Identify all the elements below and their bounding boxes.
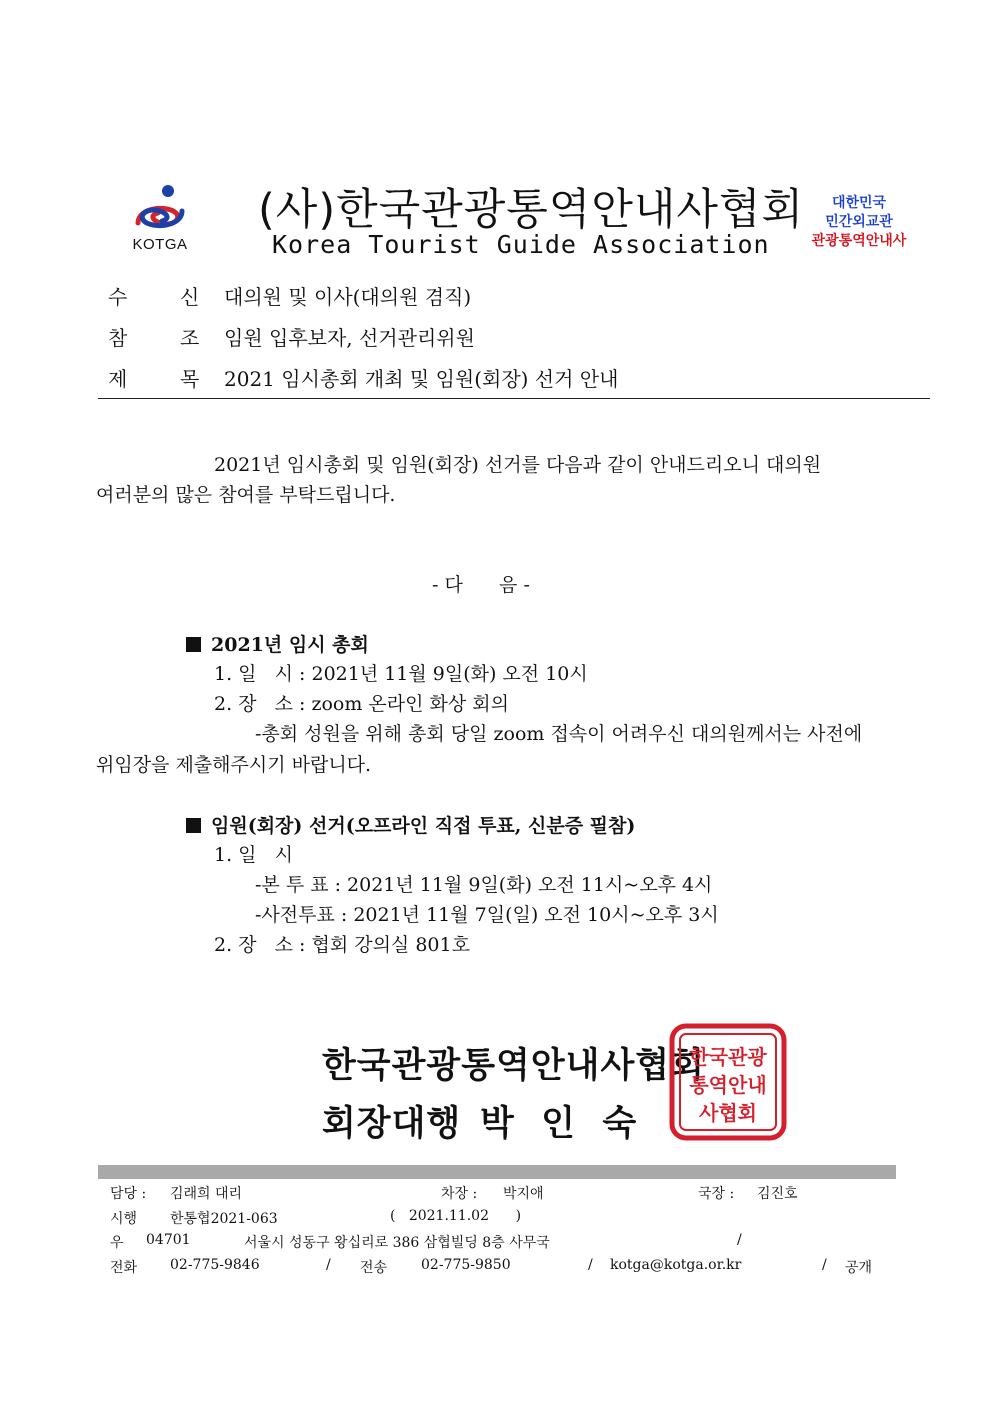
section-1-note-line-1: -총회 성원을 위해 총회 당일 zoom 접속이 어려우신 대의원께서는 사전에 xyxy=(255,723,863,745)
org-subtitle: Korea Tourist Guide Association xyxy=(272,230,770,259)
section-2-sub-1: -본 투 표 : 2021년 11월 9일(화) 오전 11시~오후 4시 xyxy=(255,874,713,896)
section-2-item-2: 2. 장 소 : 협회 강의실 801호 xyxy=(214,934,470,956)
slogan-line-1: 대한민국 xyxy=(831,195,887,211)
email-slash: / xyxy=(822,1257,827,1273)
exec-label: 시행 xyxy=(110,1211,138,1227)
fax-number: 02-775-9850 xyxy=(421,1257,511,1273)
recipient-row xyxy=(108,281,471,311)
square-bullet-icon xyxy=(186,637,201,652)
tel-label: 전화 xyxy=(110,1260,138,1276)
address-slash: / xyxy=(737,1232,742,1248)
manager-label: 담당 : xyxy=(110,1186,147,1202)
section-1-note-line-2: 위임장을 제출해주시기 바랍니다. xyxy=(96,754,372,776)
reference-value: 임원 입후보자, 선거관리위원 xyxy=(224,326,475,350)
section-2-heading xyxy=(186,811,635,838)
org-title: (사)한국관광통역안내사협회 xyxy=(258,185,805,235)
signature-name: 박 인 숙 xyxy=(480,1104,638,1144)
recipient-value: 대의원 및 이사(대의원 겸직) xyxy=(224,285,472,309)
header-rule xyxy=(98,398,930,399)
slogan-line-2: 민간외교관 xyxy=(825,214,893,230)
email-link[interactable]: kotga@kotga.or.kr xyxy=(610,1257,742,1273)
signature-org: 한국관광통역안내사협회 xyxy=(322,1046,705,1086)
slogan-line-3: 관광통역안내사 xyxy=(811,233,907,249)
reference-key-2: 조 xyxy=(180,326,200,350)
logo-text: KOTGA xyxy=(132,236,188,253)
section-1-item-1: 1. 일 시 : 2021년 11월 9일(화) 오전 10시 xyxy=(214,663,588,685)
tel-slash: / xyxy=(326,1257,331,1273)
recipient-key-2: 신 xyxy=(180,285,200,309)
deputy-name: 박지애 xyxy=(503,1186,544,1202)
seal-text-1: 한국관광 xyxy=(689,1045,767,1069)
signature-role: 회장대행 xyxy=(322,1104,462,1144)
fax-slash: / xyxy=(588,1257,593,1273)
subject-key-1: 제 xyxy=(108,367,128,391)
intro-line-2: 여러분의 많은 참여를 부탁드립니다. xyxy=(96,484,396,506)
subject-key-2: 목 xyxy=(180,367,200,391)
section-1-title: 2021년 임시 총회 xyxy=(211,634,369,656)
subject-row xyxy=(108,363,618,393)
reference-key-1: 참 xyxy=(108,326,128,350)
section-2-sub-2: -사전투표 : 2021년 11월 7일(일) 오전 10시~오후 3시 xyxy=(255,904,719,926)
section-1-item-2: 2. 장 소 : zoom 온라인 화상 회의 xyxy=(214,693,509,715)
footer-bar xyxy=(98,1165,896,1179)
address: 서울시 성동구 왕십리로 386 삼협빌딩 8층 사무국 xyxy=(244,1235,550,1251)
divider-text: - 다 음 - xyxy=(432,574,530,596)
fax-label: 전송 xyxy=(360,1260,388,1276)
square-bullet-icon xyxy=(186,818,201,833)
public-label: 공개 xyxy=(845,1260,873,1276)
section-2-item-1: 1. 일 시 xyxy=(214,844,293,866)
intro-line-1: 2021년 임시총회 및 임원(회장) 선거를 다음과 같이 안내드리오니 대의원 xyxy=(214,454,822,476)
reference-row xyxy=(108,322,475,352)
director-name: 김진호 xyxy=(757,1186,798,1202)
subject-value: 2021 임시총회 개최 및 임원(회장) 선거 안내 xyxy=(224,367,619,391)
section-1-heading xyxy=(186,630,369,657)
seal-text-3: 사협회 xyxy=(699,1101,757,1125)
deputy-label: 차장 : xyxy=(441,1186,478,1202)
doc-date: ( 2021.11.02 ) xyxy=(390,1208,522,1224)
post-code: 04701 xyxy=(146,1232,191,1248)
slogan xyxy=(790,194,928,251)
section-2-title: 임원(회장) 선거(오프라인 직접 투표, 신분증 필참) xyxy=(211,815,636,837)
director-label: 국장 : xyxy=(698,1186,735,1202)
doc-number: 한통협2021-063 xyxy=(170,1211,278,1227)
manager-name: 김래희 대리 xyxy=(170,1186,243,1202)
recipient-key-1: 수 xyxy=(108,285,128,309)
post-label: 우 xyxy=(110,1235,124,1251)
tel-number: 02-775-9846 xyxy=(170,1257,260,1273)
seal-text-2: 통역안내 xyxy=(689,1073,767,1097)
official-seal-icon xyxy=(668,1022,788,1142)
